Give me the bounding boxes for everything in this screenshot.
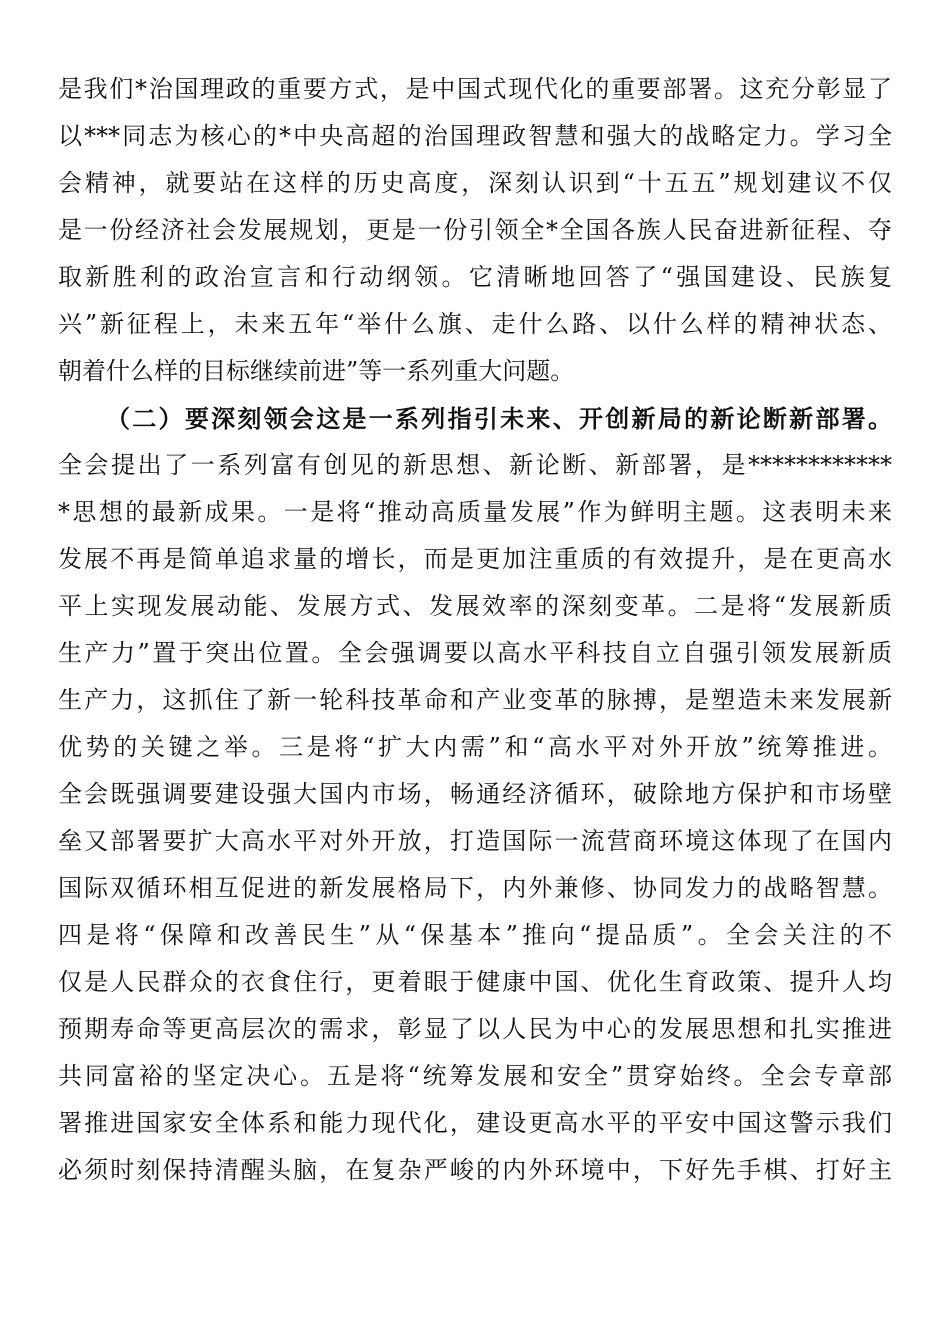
text-line: 优势的关键之举。三是将“扩大内需”和“高水平对外开放”统筹推进。 xyxy=(58,733,892,761)
text-line: 平上实现发展动能、发展方式、发展效率的深刻变革。二是将“发展新质 xyxy=(58,592,892,620)
text-line: 国际双循环相互促进的新发展格局下，内外兼修、协同发力的战略智慧。 xyxy=(58,874,892,902)
text-line: 共同富裕的坚定决心。五是将“统筹发展和安全”贯穿始终。全会专章部 xyxy=(58,1062,892,1090)
text-line: 是我们*治国理政的重要方式，是中国式现代化的重要部署。这充分彰显了 xyxy=(58,75,892,103)
text-line: 必须时刻保持清醒头脑，在复杂严峻的内外环境中，下好先手棋、打好主 xyxy=(58,1156,892,1184)
text-line: 是一份经济社会发展规划，更是一份引领全*全国各族人民奋进新征程、夺 xyxy=(58,216,892,244)
text-line: 仅是人民群众的衣食住行，更着眼于健康中国、优化生育政策、提升人均 xyxy=(58,968,892,996)
text-line: 生产力，这抓住了新一轮科技革命和产业变革的脉搏，是塑造未来发展新 xyxy=(58,686,892,714)
paragraph-2 xyxy=(58,442,892,1194)
text-line: 生产力”置于突出位置。全会强调要以高水平科技自立自强引领发展新质 xyxy=(58,639,892,667)
text-line: 垒又部署要扩大高水平对外开放，打造国际一流营商环境这体现了在国内 xyxy=(58,827,892,855)
text-line: 兴”新征程上，未来五年“举什么旗、走什么路、以什么样的精神状态、 xyxy=(58,310,892,338)
text-line: 署推进国家安全体系和能力现代化，建设更高水平的平安中国这警示我们 xyxy=(58,1109,892,1137)
text-line: 全会提出了一系列富有创见的新思想、新论断、新部署，是************ xyxy=(58,451,892,479)
section-heading: （二）要深刻领会这是一系列指引未来、开创新局的新论断新部署。 xyxy=(106,404,892,433)
text-line: 以***同志为核心的*中央高超的治国理政智慧和强大的战略定力。学习全 xyxy=(58,122,892,150)
text-line: 会精神，就要站在这样的历史高度，深刻认识到“十五五”规划建议不仅 xyxy=(58,169,892,197)
text-line: 四是将“保障和改善民生”从“保基本”推向“提品质”。全会关注的不 xyxy=(58,921,892,949)
text-line: 全会既强调要建设强大国内市场，畅通经济循环，破除地方保护和市场壁 xyxy=(58,780,892,808)
text-line: 朝着什么样的目标继续前进”等一系列重大问题。 xyxy=(58,357,575,385)
text-line: 预期寿命等更高层次的需求，彰显了以人民为中心的发展思想和扎实推进 xyxy=(58,1015,892,1043)
text-line: 取新胜利的政治宣言和行动纲领。它清晰地回答了“强国建设、民族复 xyxy=(58,263,892,291)
document-body xyxy=(58,66,892,1194)
text-line: *思想的最新成果。一是将“推动高质量发展”作为鲜明主题。这表明未来 xyxy=(58,498,892,526)
paragraph-1 xyxy=(58,66,892,395)
text-line: 发展不再是简单追求量的增长，而是更加注重质的有效提升，是在更高水 xyxy=(58,545,892,573)
